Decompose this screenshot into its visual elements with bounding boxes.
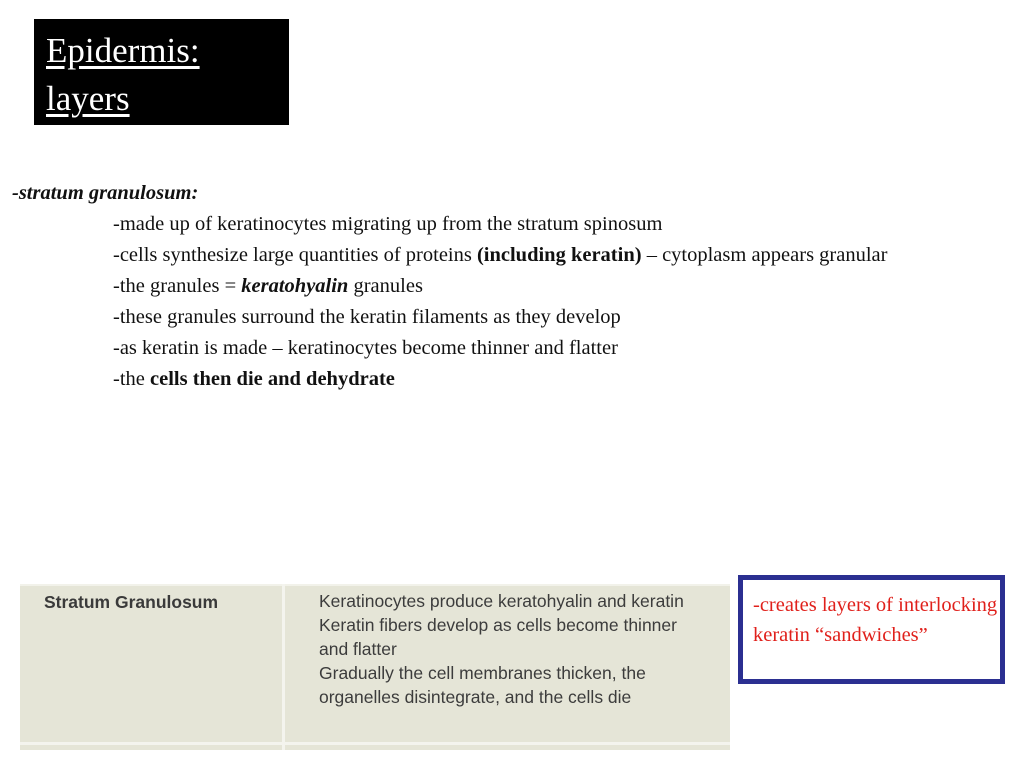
table-bottom-line xyxy=(20,742,730,745)
table-row-label: Stratum Granulosum xyxy=(44,592,219,612)
title-line-1: Epidermis: xyxy=(46,31,200,70)
note-item-2-before: -cells synthesize large quantities of proteins xyxy=(113,244,477,266)
notes-heading: -stratum granulosum: xyxy=(12,182,199,204)
note-item-5-text: -as keratin is made – keratinocytes become thinner and flatter xyxy=(113,337,618,359)
callout-text: -creates layers of interlocking keratin “sandwiches” xyxy=(753,594,998,646)
table-desc-line-3: Gradually the cell membranes thicken, the organelles disintegrate, and the cells die xyxy=(319,663,646,707)
notes-body xyxy=(12,178,1002,395)
table-desc-line-1: Keratinocytes produce keratohyalin and keratin xyxy=(319,591,684,611)
table-row-description xyxy=(319,589,709,709)
table-desc-line-2: Keratin fibers develop as cells become thinner and flatter xyxy=(319,615,677,659)
note-item-3-before: -the granules = xyxy=(113,275,242,297)
callout-box xyxy=(738,575,1005,684)
note-item-6-before: -the xyxy=(113,368,150,390)
note-item-2-after: – cytoplasm appears granular xyxy=(641,244,888,266)
note-item-2 xyxy=(113,240,1002,271)
note-item-1-text: -made up of keratinocytes migrating up from the stratum spinosum xyxy=(113,213,663,235)
table-top-line xyxy=(20,584,730,586)
note-item-6 xyxy=(113,364,1002,395)
note-item-4-text: -these granules surround the keratin filaments as they develop xyxy=(113,306,621,328)
title-line-2: layers xyxy=(46,79,130,118)
note-item-3-term: keratohyalin xyxy=(241,275,349,297)
note-item-6-bold: cells then die and dehydrate xyxy=(150,368,395,390)
stratum-table-image xyxy=(20,584,730,750)
note-item-3 xyxy=(113,271,1002,302)
note-item-4 xyxy=(113,302,1002,333)
slide-title xyxy=(34,19,289,125)
note-item-1 xyxy=(113,209,1002,240)
table-column-divider xyxy=(282,584,285,750)
note-item-3-after: granules xyxy=(348,275,423,297)
note-item-5 xyxy=(113,333,1002,364)
note-item-2-bold: (including keratin) xyxy=(476,244,642,266)
